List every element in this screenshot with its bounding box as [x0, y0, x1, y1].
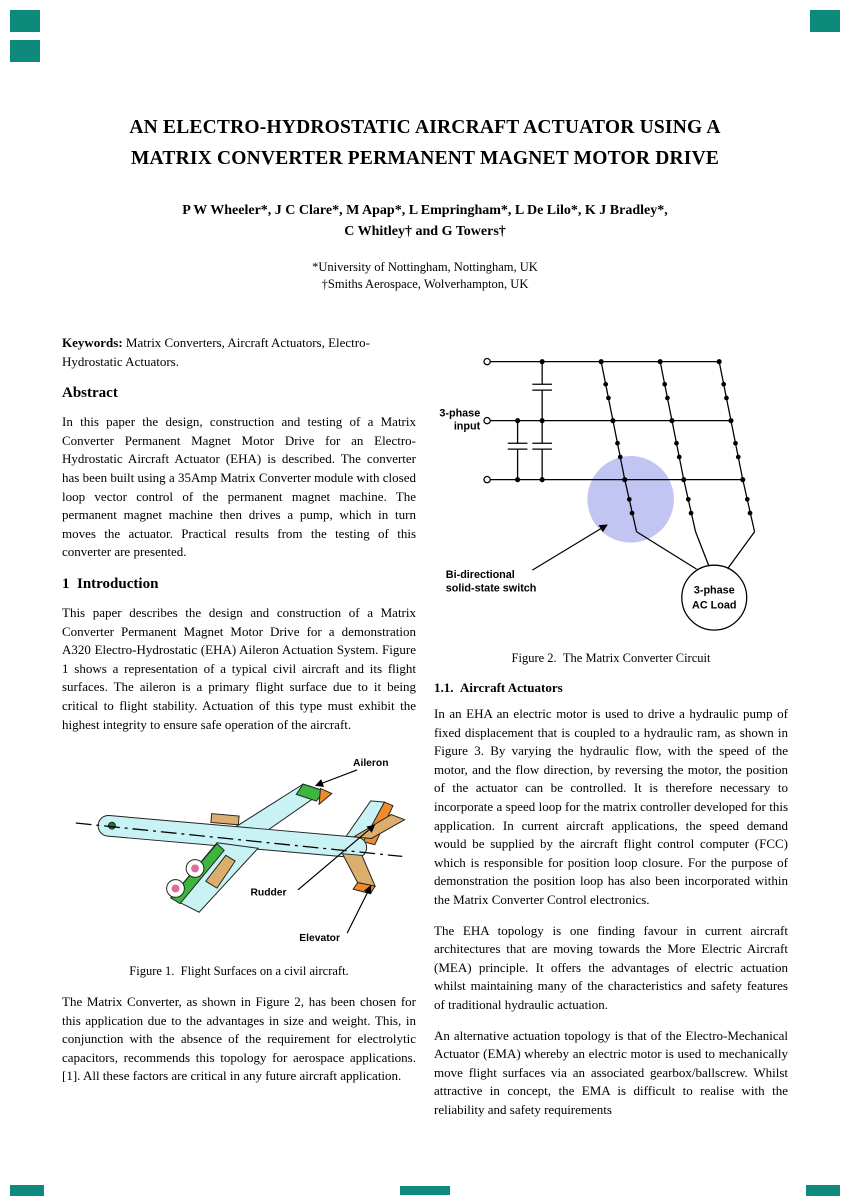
figure-1-aircraft — [62, 746, 416, 958]
figure-2-circuit — [434, 330, 788, 645]
abstract-heading: Abstract — [62, 385, 118, 402]
keywords — [62, 334, 416, 371]
elevator-label: Elevator — [299, 933, 340, 945]
switch-label-line-1: Bi-directional — [445, 568, 515, 581]
eha-paragraph-1: In an EHA an electric motor is used to drive a hydraulic pump of fixed displacement that is coupled to a hydraulic ram, as shown in Figure 3. By varying the hydraulic flow, with the speed of the motor, and the flow direction, by reversing the motor, the position of the actuator can be controlled. It is therefore necessary to incorporate a speed loop for the matrix controller developed for this application. In current aircraft applications, the speed demand would be supplied by the aircraft flight control computer (FCC) which is responsible for position loop closure. For the purpose of demonstration the position loop has also been incorporated within the Matrix Converter Control electronics. — [434, 706, 788, 907]
corner-mark-bottom-center — [400, 1186, 450, 1195]
matrix-converter-paragraph: The Matrix Converter, as shown in Figure 2, has been chosen for this application due to the advantages in size and weight. This, in conjunction with the absence of the requirement for electrolytic capacitors, recommends this topology for aerospace applications. [1]. All these factors are critical in any future aircraft application. — [62, 994, 416, 1084]
aircraft-figure-svg — [62, 746, 416, 958]
figure-2-caption: Figure 2. The Matrix Converter Circuit — [511, 651, 711, 665]
corner-mark-top-right — [810, 10, 840, 32]
near-tailplane — [340, 854, 378, 886]
abstract-paragraph: In this paper the design, construction and testing of a Matrix Converter Permanent Magnet Motor Drive for an Electro-Hydrostatic Aircraft Actuator (EHA) is described. The converter has been built using a 35Amp Matrix Converter module with closed loop vector control of the permanent magnet machine. The permanent magnet machine then drives a pump, which in turn moves the actuator. Practical results from the testing of this converter are presented. — [62, 414, 416, 560]
input-label-line-2: input — [453, 420, 481, 433]
circuit-figure-svg — [434, 330, 788, 645]
introduction-heading: 1 Introduction — [62, 575, 159, 592]
keywords-text: Matrix Converters, Aircraft Actuators, Electro-Hydrostatic Actuators. — [62, 335, 370, 369]
affiliation-1: *University of Nottingham, Nottingham, UK — [312, 260, 538, 274]
right-column — [434, 330, 788, 1131]
nose-cockpit — [108, 822, 115, 829]
left-column — [62, 330, 416, 1131]
output-wire-1 — [637, 532, 697, 569]
aileron-label: Aileron — [353, 758, 389, 770]
title-line-1: AN ELECTRO-HYDROSTATIC AIRCRAFT ACTUATOR USING A — [129, 117, 721, 138]
two-column-body — [62, 330, 788, 1131]
load-label-line-1: 3-phase — [693, 584, 735, 597]
flap-box-top — [211, 814, 239, 825]
paper-header — [62, 0, 788, 293]
ema-paragraph: An alternative actuation topology is that of the Electro-Mechanical Actuator (EMA) whereby an electric motor is used to mechanically move flight surfaces via an associated gearbox/ballscrew. Whilst attractive in concept, the EMA is difficult to realise with the reliability and safety requirements — [434, 1027, 788, 1117]
affiliation-2: †Smiths Aerospace, Wolverhampton, UK — [321, 277, 529, 291]
corner-mark-top-left-2 — [10, 40, 40, 62]
rudder-label: Rudder — [250, 887, 287, 899]
corner-mark-bottom-right — [806, 1185, 840, 1196]
far-wing-tip-surface — [319, 789, 332, 806]
input-label-line-1: 3-phase — [439, 407, 481, 420]
output-wire-3 — [728, 532, 755, 568]
corner-mark-top-left-1 — [10, 10, 40, 32]
input-terminal-1 — [484, 358, 490, 364]
aileron-arrow — [316, 770, 357, 786]
title-line-2: MATRIX CONVERTER PERMANENT MAGNET MOTOR DRIVE — [130, 148, 720, 169]
switch-pointer-arrow — [532, 525, 607, 570]
affiliations — [62, 259, 788, 293]
figure-1-caption: Figure 1. Flight Surfaces on a civil aircraft. — [129, 964, 349, 979]
paper-title — [62, 112, 788, 174]
author-list — [62, 200, 788, 242]
authors-line-2: C Whitley† and G Towers† — [344, 224, 506, 239]
output-wire-2 — [696, 532, 710, 567]
corner-mark-bottom-left — [10, 1185, 44, 1196]
introduction-paragraph: This paper describes the design and construction of a Matrix Converter Permanent Magnet Motor Drive for a demonstration A320 Electro-Hydrostatic (EHA) Aileron Actuation System. Figure 1 shows a representation of a typical civil aircraft and its flight surfaces. The aileron is a primary flight surface due to it being critical to flight stability. Actuation of this type must exhibit the highest integrity to ensure safe operation of the aircraft. — [62, 604, 416, 732]
elevator-arrow — [347, 886, 371, 933]
ac-load-circle — [682, 565, 747, 630]
input-terminal-2 — [484, 417, 490, 423]
switch-column-3 — [719, 362, 754, 532]
keywords-label: Keywords: — [62, 335, 123, 350]
input-terminal-3 — [484, 476, 490, 482]
load-label-line-2: AC Load — [692, 599, 737, 612]
authors-line-1: P W Wheeler*, J C Clare*, M Apap*, L Empringham*, L De Lilo*, K J Bradley*, — [182, 203, 668, 218]
switch-label-line-2: solid-state switch — [445, 582, 537, 595]
eha-paragraph-2: The EHA topology is one finding favour in current aircraft architectures that are moving towards the More Electric Aircraft (MEA) principle. It offers the advantages of electric actuation whilst maintaining many of the characteristics and safety features of traditional hydraulic actuation. — [434, 922, 788, 1012]
aircraft-actuators-heading: 1.1. Aircraft Actuators — [434, 680, 563, 695]
